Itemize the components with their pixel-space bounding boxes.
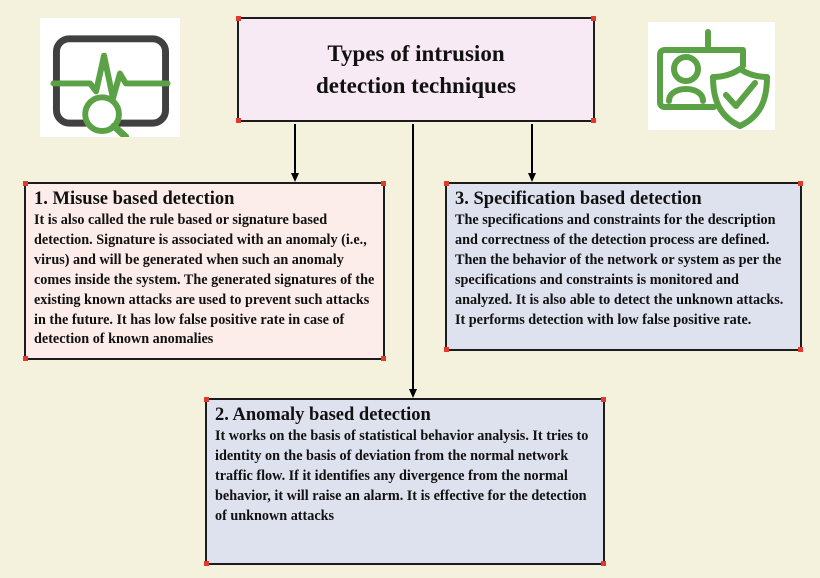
connector-arrow-to-box3 — [531, 124, 533, 174]
arrowhead-down-icon — [291, 173, 299, 182]
corner-marker — [204, 397, 209, 402]
specification-detection-box — [445, 182, 802, 351]
corner-marker — [601, 561, 606, 566]
specification-detection-heading: 3. Specification based detection — [455, 189, 702, 209]
misuse-detection-heading: 1. Misuse based detection — [34, 189, 235, 209]
anomaly-detection-heading: 2. Anomaly based detection — [215, 405, 431, 425]
corner-marker — [381, 181, 386, 186]
misuse-detection-body: It is also called the rule based or signature based detection. Signature is associated with an anomaly (i.e., virus) and will be generated when such an anomaly comes inside the system. The generated signatures of the existing known attacks are used to prevent such attacks in the future. It has low false positive rate in case of detection of known anomalies — [34, 212, 375, 348]
corner-marker — [798, 347, 803, 352]
corner-marker — [236, 118, 241, 123]
title-line-1: Types of intrusion — [327, 41, 505, 67]
specification-detection-body: The specifications and constraints for the description and correctness of the detection process are defined. Then the behavior of the network or system as per the specifications and constraints is monitored and analyzed. It is also able to detect the unknown attacks. It performs detection with low false positive rate. — [455, 212, 784, 328]
arrowhead-down-icon — [528, 173, 536, 182]
connector-arrow-to-box2 — [412, 124, 414, 390]
monitor-pulse-search-icon — [40, 18, 180, 137]
corner-marker — [798, 181, 803, 186]
corner-marker — [236, 16, 241, 21]
misuse-detection-box — [24, 182, 385, 360]
corner-marker — [204, 561, 209, 566]
arrowhead-down-icon — [409, 389, 417, 398]
id-card-shield-check-icon — [648, 22, 775, 130]
corner-marker — [601, 397, 606, 402]
diagram-title-box — [237, 17, 595, 122]
corner-marker — [591, 118, 596, 123]
corner-marker — [23, 181, 28, 186]
corner-marker — [444, 181, 449, 186]
monitor-pulse-search-svg — [40, 18, 180, 137]
corner-marker — [381, 356, 386, 361]
corner-marker — [444, 347, 449, 352]
corner-marker — [23, 356, 28, 361]
anomaly-detection-body: It works on the basis of statistical behavior analysis. It tries to identity on the basis of deviation from the normal network traffic flow. If it identifies any divergence from the normal behavior, it will raise an alarm. It is effective for the detection of unknown attacks — [215, 428, 589, 524]
id-card-shield-check-svg — [648, 22, 775, 130]
anomaly-detection-box — [205, 398, 605, 565]
corner-marker — [591, 16, 596, 21]
title-line-2: detection techniques — [316, 72, 516, 98]
connector-arrow-to-box1 — [294, 124, 296, 174]
